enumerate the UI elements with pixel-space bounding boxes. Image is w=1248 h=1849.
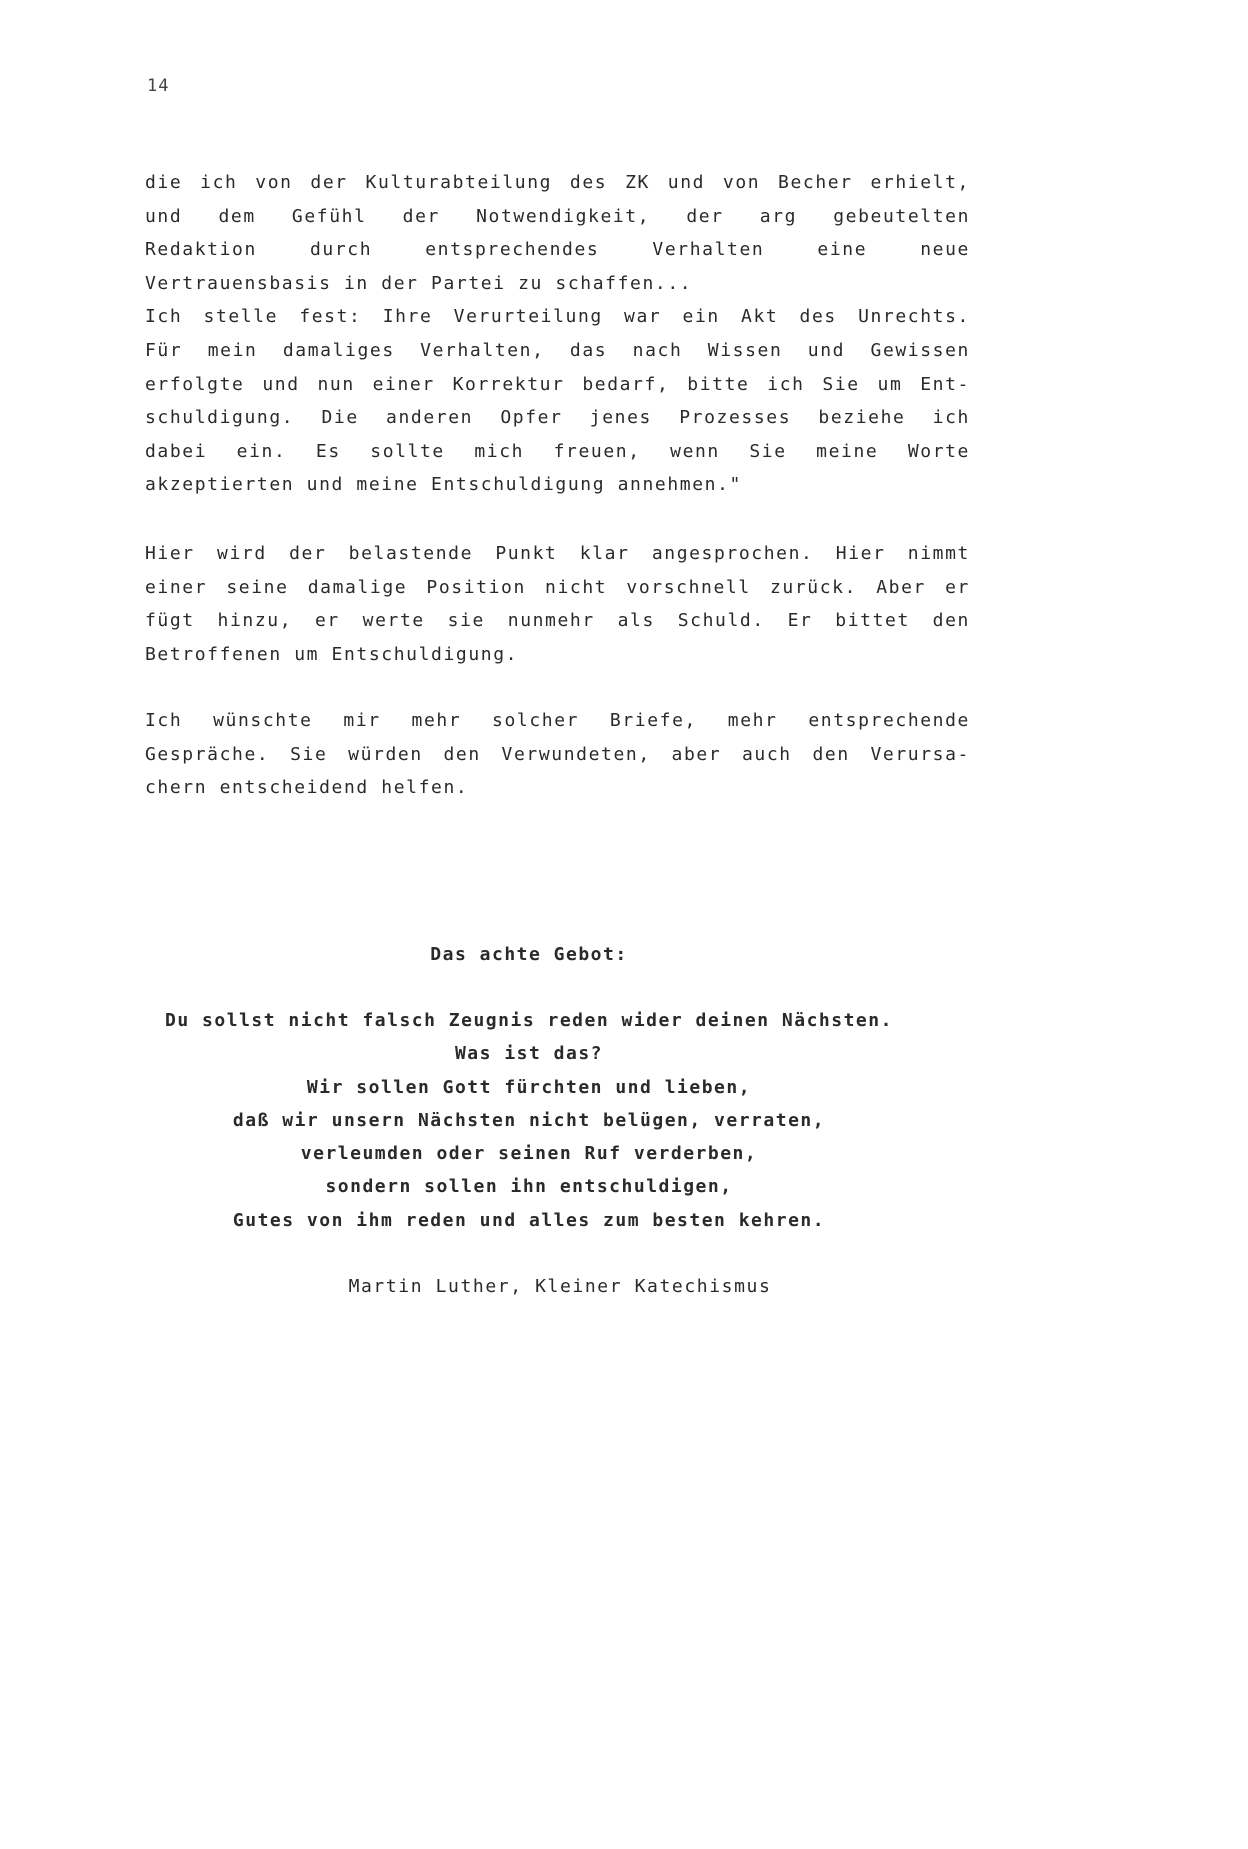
paragraph-line: fügt hinzu, er werte sie nunmehr als Schuld. Er bittet den: [145, 610, 970, 632]
paragraph-wish: [145, 704, 970, 805]
paragraph-commentary: [145, 537, 970, 671]
commandment-line: Du sollst nicht falsch Zeugnis reden wider deinen Nächsten.: [165, 1010, 893, 1031]
paragraph-line: Vertrauensbasis in der Partei zu schaffen...: [145, 272, 693, 294]
paragraph-line: und dem Gefühl der Notwendigkeit, der arg gebeutelten: [145, 205, 970, 227]
paragraph-line: erfolgte und nun einer Korrektur bedarf, bitte ich Sie um Ent-: [145, 373, 970, 395]
paragraph-line: akzeptierten und meine Entschuldigung annehmen.": [145, 474, 742, 496]
paragraph-line: Redaktion durch entsprechendes Verhalten eine neue: [145, 239, 970, 261]
commandment-line: Wir sollen Gott fürchten und lieben,: [306, 1076, 752, 1098]
paragraph-line: Ich stelle fest: Ihre Verurteilung war ein Akt des Unrechts.: [145, 306, 970, 328]
paragraph-letter-quote: [145, 166, 970, 502]
paragraph-line: einer seine damalige Position nicht vorschnell zurück. Aber er: [145, 576, 970, 598]
commandment-text: [0, 1004, 1058, 1237]
commandment-line: Was ist das?: [454, 1043, 604, 1065]
paragraph-line: schuldigung. Die anderen Opfer jenes Prozesses beziehe ich: [145, 407, 970, 429]
attribution: Martin Luther, Kleiner Katechismus: [348, 1276, 772, 1297]
paragraph-line: Gespräche. Sie würden den Verwundeten, aber auch den Verursa-: [145, 743, 970, 765]
paragraph-line: chern entscheidend helfen.: [145, 777, 469, 799]
commandment-heading: Das achte Gebot:: [430, 944, 628, 965]
paragraph-line: dabei ein. Es sollte mich freuen, wenn Sie meine Worte: [145, 440, 970, 462]
paragraph-line: Hier wird der belastende Punkt klar angesprochen. Hier nimmt: [145, 543, 970, 564]
paragraph-line: Betroffenen um Entschuldigung.: [145, 643, 519, 665]
paragraph-line: Für mein damaliges Verhalten, das nach Wissen und Gewissen: [145, 339, 970, 361]
commandment-line: daß wir unsern Nächsten nicht belügen, verraten,: [232, 1109, 826, 1131]
paragraph-line: die ich von der Kulturabteilung des ZK und von Becher erhielt,: [145, 172, 970, 193]
commandment-line: verleumden oder seinen Ruf verderben,: [300, 1143, 758, 1165]
commandment-line: Gutes von ihm reden und alles zum besten kehren.: [232, 1209, 826, 1231]
page-number: 14: [147, 76, 170, 96]
commandment-line: sondern sollen ihn entschuldigen,: [325, 1176, 733, 1198]
paragraph-line: Ich wünschte mir mehr solcher Briefe, mehr entsprechende: [145, 710, 970, 731]
